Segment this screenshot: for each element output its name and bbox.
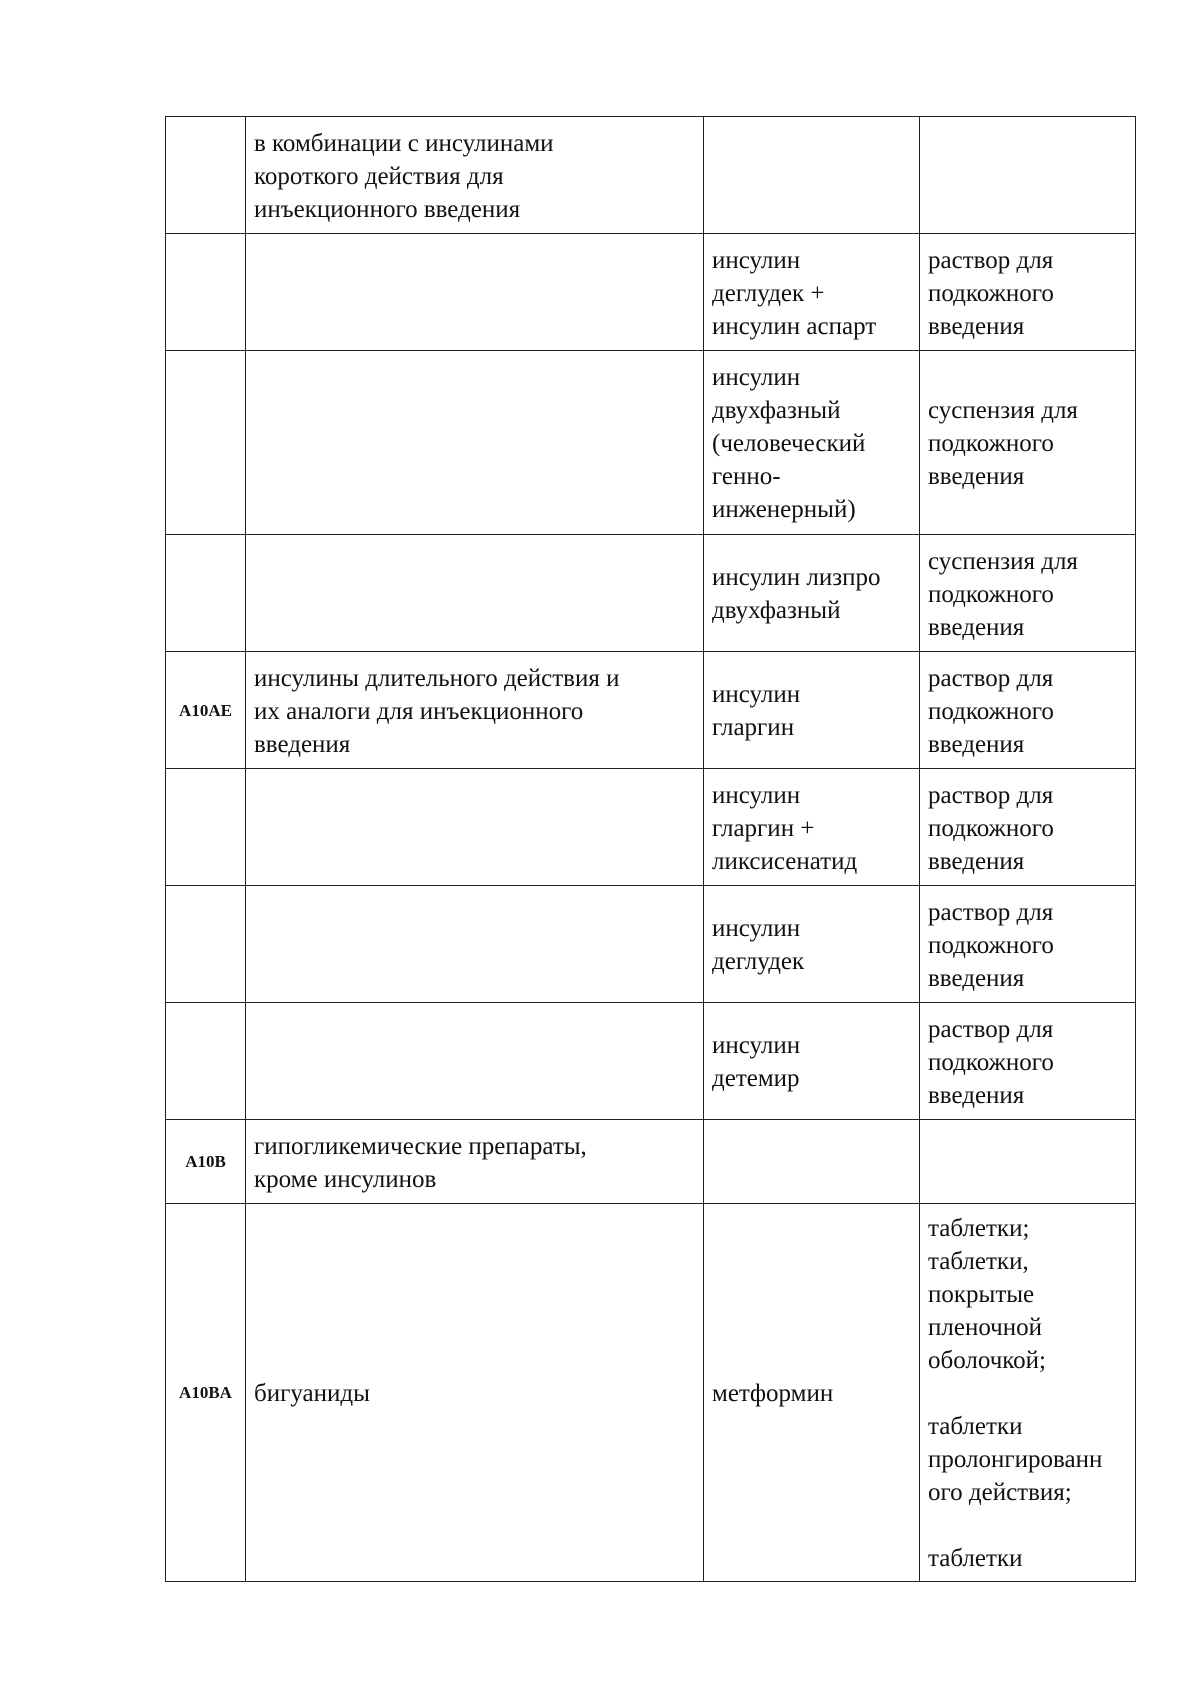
atc-code-cell [166, 234, 246, 351]
drug-name-cell: инсулин деглудек [704, 886, 920, 1003]
drug-name-cell: инсулин двухфазный (человеческий генно- инженерный) [704, 351, 920, 535]
drug-name-cell: инсулин гларгин [704, 652, 920, 769]
group-name-cell [246, 351, 704, 535]
table-row [166, 535, 1136, 652]
table-row [166, 117, 1136, 234]
drug-name-cell: инсулин лизпро двухфазный [704, 535, 920, 652]
table-row [166, 652, 1136, 769]
group-name-cell: инсулины длительного действия и их аналоги для инъекционного введения [246, 652, 704, 769]
table-row [166, 1204, 1136, 1582]
atc-code-cell [166, 886, 246, 1003]
dosage-form-cell: суспензия для подкожного введения [920, 351, 1136, 535]
atc-code-cell: A10B [166, 1120, 246, 1204]
dosage-form-cell: раствор для подкожного введения [920, 652, 1136, 769]
table-row [166, 769, 1136, 886]
dosage-form-cell: раствор для подкожного введения [920, 769, 1136, 886]
atc-code-cell: A10BA [166, 1204, 246, 1582]
dosage-form-cell: раствор для подкожного введения [920, 234, 1136, 351]
group-name-cell: бигуаниды [246, 1204, 704, 1582]
drug-table [165, 116, 1136, 1582]
dosage-form-cell [920, 1120, 1136, 1204]
dosage-form-cell: раствор для подкожного введения [920, 1003, 1136, 1120]
dosage-form-cell [920, 117, 1136, 234]
drug-name-cell [704, 117, 920, 234]
drug-name-cell [704, 1120, 920, 1204]
group-name-cell [246, 886, 704, 1003]
group-name-cell: гипогликемические препараты, кроме инсулинов [246, 1120, 704, 1204]
drug-name-cell: инсулин деглудек + инсулин аспарт [704, 234, 920, 351]
table-row [166, 234, 1136, 351]
drug-name-cell: метформин [704, 1204, 920, 1582]
atc-code-cell [166, 535, 246, 652]
drug-name-cell: инсулин гларгин + ликсисенатид [704, 769, 920, 886]
atc-code-cell [166, 117, 246, 234]
table-row [166, 886, 1136, 1003]
atc-code-cell [166, 769, 246, 886]
table-row [166, 1003, 1136, 1120]
group-name-cell [246, 1003, 704, 1120]
dosage-form-cell: таблетки; таблетки, покрытые пленочной оболочкой; таблетки пролонгированн ого действия; таблетки [920, 1204, 1136, 1582]
group-name-cell [246, 234, 704, 351]
group-name-cell [246, 769, 704, 886]
dosage-form-cell: раствор для подкожного введения [920, 886, 1136, 1003]
group-name-cell [246, 535, 704, 652]
atc-code-cell: A10AE [166, 652, 246, 769]
table-row [166, 1120, 1136, 1204]
drug-name-cell: инсулин детемир [704, 1003, 920, 1120]
table-row [166, 351, 1136, 535]
atc-code-cell [166, 351, 246, 535]
dosage-form-cell: суспензия для подкожного введения [920, 535, 1136, 652]
group-name-cell: в комбинации с инсулинами короткого действия для инъекционного введения [246, 117, 704, 234]
atc-code-cell [166, 1003, 246, 1120]
